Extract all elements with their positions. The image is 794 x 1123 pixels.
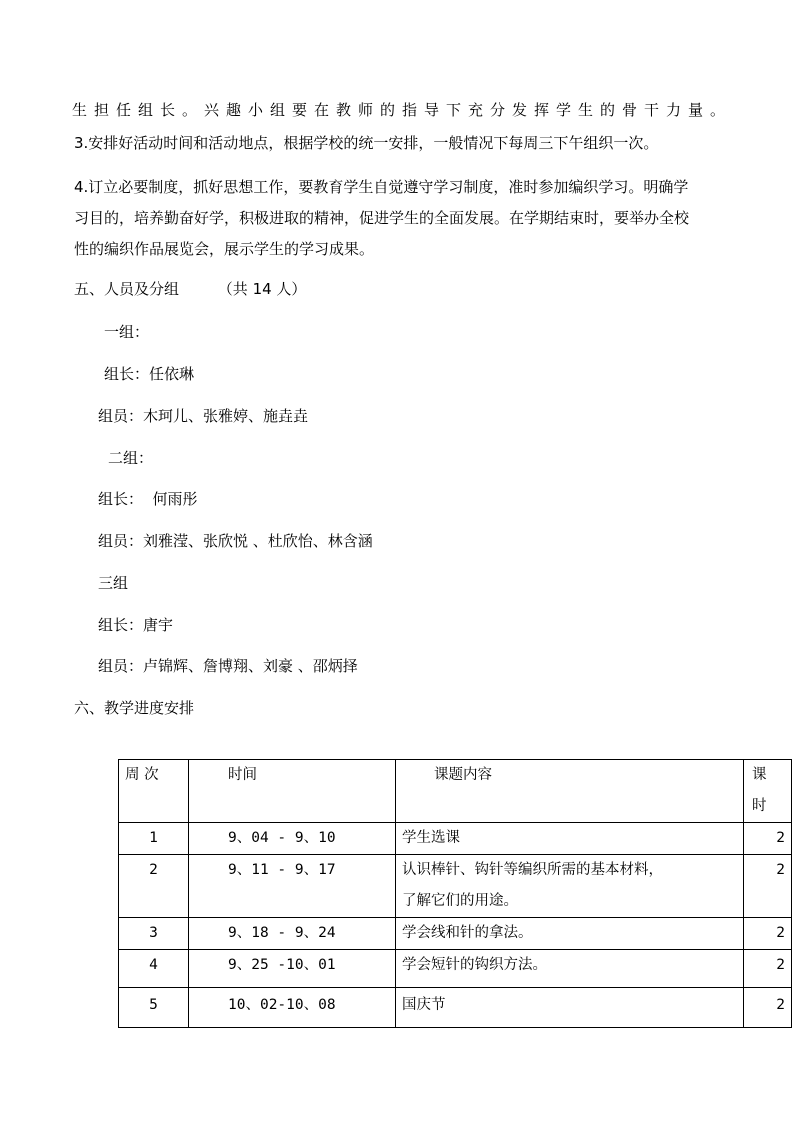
cell-time: 9、04 - 9、10 (189, 823, 396, 855)
header-hours (744, 760, 792, 823)
cell-week: 4 (119, 950, 189, 988)
group-3-members: 组员：卢锦辉、詹博翔、刘豪 、邵炳择 (98, 657, 358, 675)
cell-hours: 2 (744, 950, 792, 988)
group-2-members: 组员：刘雅滢、张欣悦 、杜欣怡、林含涵 (98, 532, 373, 550)
table-row (119, 988, 792, 1028)
table-row (119, 855, 792, 918)
cell-topic: 学生选课 (396, 823, 744, 855)
paragraph-item-4-line-3: 性的编织作品展览会，展示学生的学习成果。 (74, 240, 375, 258)
table-row (119, 918, 792, 950)
cell-week: 1 (119, 823, 189, 855)
cell-hours: 2 (744, 855, 792, 918)
paragraph-item-3: 3.安排好活动时间和活动地点，根据学校的统一安排，一般情况下每周三下午组织一次。 (74, 134, 659, 152)
cell-week: 3 (119, 918, 189, 950)
cell-topic: 国庆节 (396, 988, 744, 1028)
cell-time: 10、02-10、08 (189, 988, 396, 1028)
cell-topic-line-1: 认识棒针、钩针等编织所需的基本材料， (402, 862, 663, 878)
cell-topic-line-2: 了解它们的用途。 (402, 893, 518, 909)
header-topic: 课题内容 (396, 760, 744, 823)
cell-time: 9、25 -10、01 (189, 950, 396, 988)
group-2-name: 二组： (108, 449, 154, 467)
group-3-leader: 组长：唐宇 (98, 616, 174, 634)
paragraph-continuation: 生担任组长。兴趣小组要在教师的指导下充分发挥学生的骨干力量。 (72, 101, 733, 119)
cell-topic (396, 855, 744, 918)
group-1-members: 组员：木珂儿、张雅婷、施垚垚 (98, 407, 309, 425)
header-hours-line-1: 课 (752, 767, 767, 783)
cell-week: 5 (119, 988, 189, 1028)
cell-hours: 2 (744, 918, 792, 950)
section-5-title: 五、人员及分组 (74, 280, 180, 298)
paragraph-item-4-line-1: 4.订立必要制度，抓好思想工作，要教育学生自觉遵守学习制度，准时参加编织学习。明确学 (74, 178, 689, 196)
header-hours-line-2: 时 (752, 798, 767, 814)
cell-hours: 2 (744, 988, 792, 1028)
table-row (119, 950, 792, 988)
cell-hours: 2 (744, 823, 792, 855)
cell-time: 9、18 - 9、24 (189, 918, 396, 950)
section-5-heading (74, 279, 306, 299)
cell-topic: 学会线和针的拿法。 (396, 918, 744, 950)
header-week: 周 次 (119, 760, 189, 823)
schedule-table (118, 759, 792, 1028)
cell-time: 9、11 - 9、17 (189, 855, 396, 918)
group-3-name: 三组 (98, 574, 129, 592)
group-1-leader: 组长：任依琳 (104, 365, 195, 383)
paragraph-item-4-line-2: 习目的，培养勤奋好学，积极进取的精神，促进学生的全面发展。在学期结束时，要举办全校 (74, 209, 690, 227)
table-header-row (119, 760, 792, 823)
cell-week: 2 (119, 855, 189, 918)
header-time: 时间 (189, 760, 396, 823)
cell-topic: 学会短针的钩织方法。 (396, 950, 744, 988)
table-row (119, 823, 792, 855)
group-1-name: 一组： (104, 323, 150, 341)
group-2-leader: 组长： 何雨彤 (98, 490, 198, 508)
section-5-count: （共 14 人） (217, 280, 307, 298)
section-6-heading: 六、教学进度安排 (74, 699, 195, 717)
